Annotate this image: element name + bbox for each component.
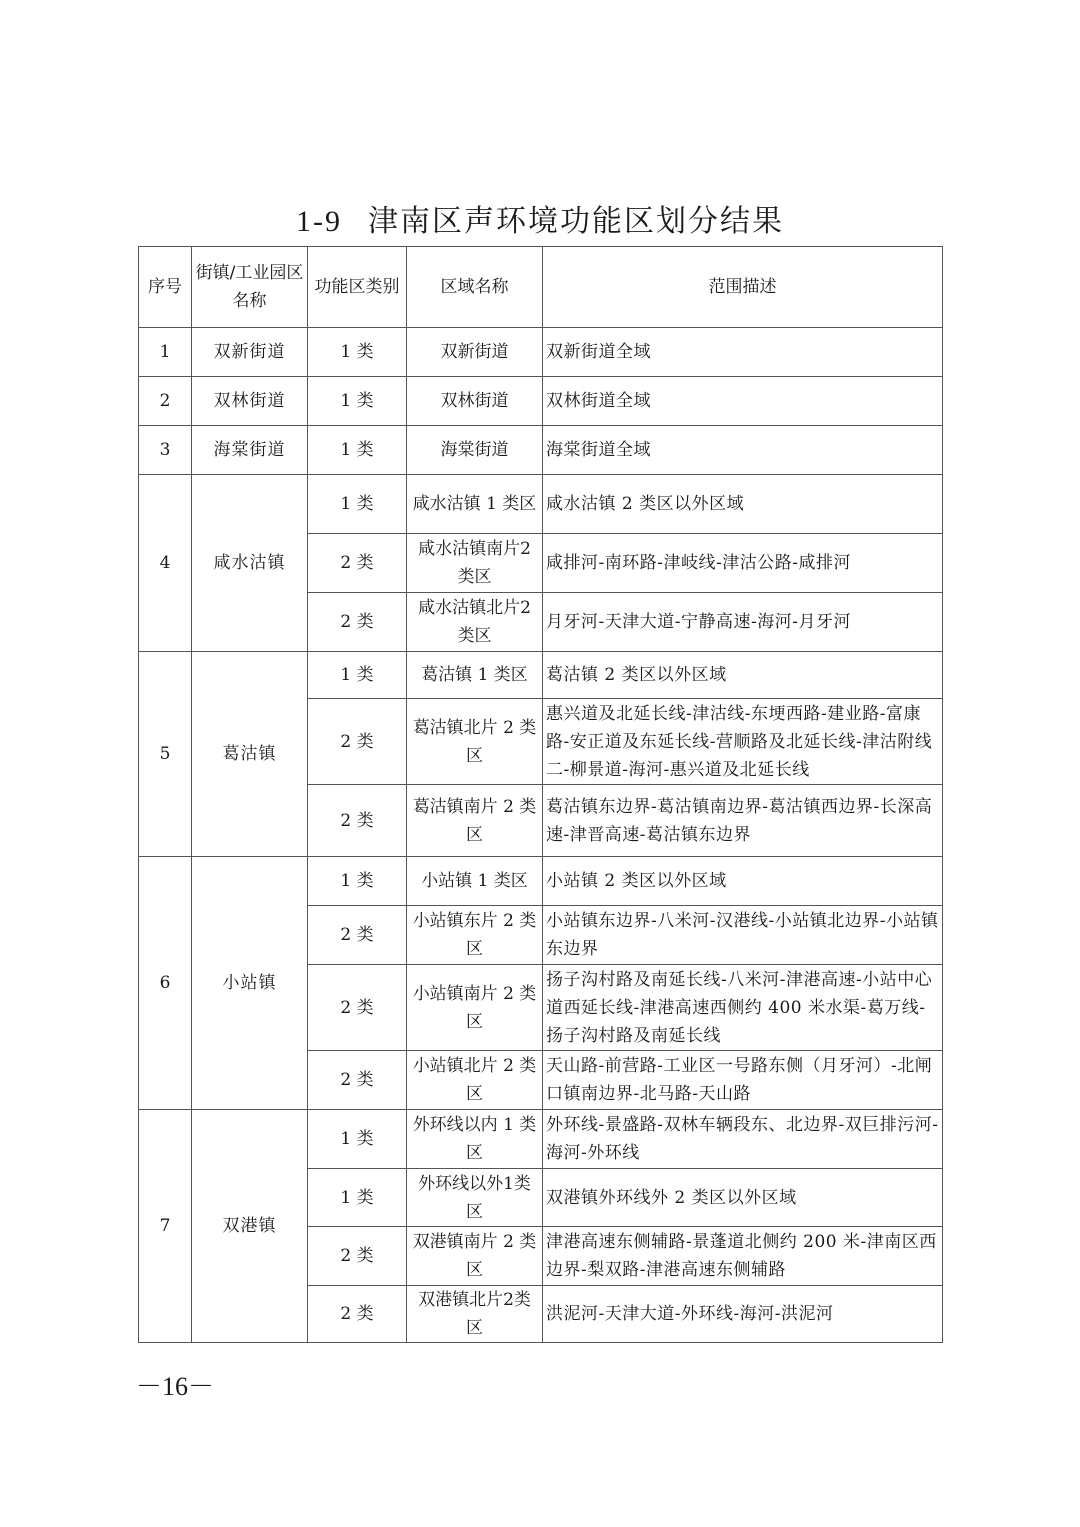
row-area: 双新街道 — [407, 328, 543, 377]
row-town: 葛沽镇 — [192, 652, 308, 857]
row-scope: 外环线-景盛路-双林车辆段东、北边界-双巨排污河-海河-外环线 — [543, 1110, 943, 1169]
row-scope: 小站镇东边界-八米河-汉港线-小站镇北边界-小站镇东边界 — [543, 906, 943, 965]
row-scope: 惠兴道及北延长线-津沽线-东埂西路-建业路-富康路-安正道及东延长线-营顺路及北延长线-津沽附线二-柳景道-海河-惠兴道及北延长线 — [543, 699, 943, 785]
header-town: 街镇/工业园区名称 — [192, 247, 308, 328]
row-area: 双林街道 — [407, 377, 543, 426]
header-scope: 范围描述 — [543, 247, 943, 328]
row-index: 5 — [139, 652, 192, 857]
row-area: 葛沽镇南片 2 类区 — [407, 785, 543, 857]
row-scope: 洪泥河-天津大道-外环线-海河-洪泥河 — [543, 1286, 943, 1343]
row-scope: 天山路-前营路-工业区一号路东侧（月牙河）-北闸口镇南边界-北马路-天山路 — [543, 1051, 943, 1110]
row-category: 1 类 — [308, 1169, 407, 1227]
row-category: 1 类 — [308, 475, 407, 534]
page-number: －16－ — [136, 1372, 215, 1401]
row-area: 咸水沽镇南片2类区 — [407, 534, 543, 593]
row-category: 2 类 — [308, 1227, 407, 1286]
row-town: 双港镇 — [192, 1110, 308, 1343]
row-town: 双新街道 — [192, 328, 308, 377]
row-category: 2 类 — [308, 785, 407, 857]
row-category: 1 类 — [308, 377, 407, 426]
row-area: 外环线以外1类区 — [407, 1169, 543, 1227]
header-area: 区域名称 — [407, 247, 543, 328]
row-town: 咸水沽镇 — [192, 475, 308, 652]
row-index: 1 — [139, 328, 192, 377]
row-category: 2 类 — [308, 906, 407, 965]
row-index: 6 — [139, 857, 192, 1110]
header-index: 序号 — [139, 247, 192, 328]
row-category: 2 类 — [308, 965, 407, 1051]
row-category: 2 类 — [308, 534, 407, 593]
row-scope: 海棠街道全域 — [543, 426, 943, 475]
row-category: 2 类 — [308, 1051, 407, 1110]
table-body — [139, 328, 943, 1343]
row-category: 1 类 — [308, 1110, 407, 1169]
row-category: 1 类 — [308, 857, 407, 906]
row-area: 海棠街道 — [407, 426, 543, 475]
row-scope: 咸排河-南环路-津岐线-津沽公路-咸排河 — [543, 534, 943, 593]
row-area: 葛沽镇 1 类区 — [407, 652, 543, 699]
table-row — [139, 328, 943, 377]
row-scope: 双林街道全域 — [543, 377, 943, 426]
table-row — [139, 652, 943, 699]
table-row — [139, 1110, 943, 1169]
table-row — [139, 475, 943, 534]
row-scope: 小站镇 2 类区以外区域 — [543, 857, 943, 906]
row-scope: 双新街道全域 — [543, 328, 943, 377]
row-category: 1 类 — [308, 426, 407, 475]
table-row — [139, 377, 943, 426]
row-scope: 葛沽镇 2 类区以外区域 — [543, 652, 943, 699]
row-scope: 葛沽镇东边界-葛沽镇南边界-葛沽镇西边界-长深高速-津晋高速-葛沽镇东边界 — [543, 785, 943, 857]
row-scope: 月牙河-天津大道-宁静高速-海河-月牙河 — [543, 593, 943, 652]
table-row — [139, 857, 943, 906]
title-text: 津南区声环境功能区划分结果 — [368, 204, 784, 239]
zone-table — [138, 246, 943, 1343]
row-index: 3 — [139, 426, 192, 475]
row-index: 7 — [139, 1110, 192, 1343]
table-row — [139, 426, 943, 475]
row-category: 2 类 — [308, 593, 407, 652]
row-town: 小站镇 — [192, 857, 308, 1110]
row-index: 2 — [139, 377, 192, 426]
row-area: 小站镇 1 类区 — [407, 857, 543, 906]
row-category: 1 类 — [308, 652, 407, 699]
title-number: 1-9 — [296, 205, 342, 238]
page-title — [0, 196, 1080, 240]
row-scope: 咸水沽镇 2 类区以外区域 — [543, 475, 943, 534]
row-area: 双港镇南片 2 类区 — [407, 1227, 543, 1286]
row-area: 外环线以内 1 类区 — [407, 1110, 543, 1169]
row-category: 2 类 — [308, 699, 407, 785]
row-town: 双林街道 — [192, 377, 308, 426]
row-category: 1 类 — [308, 328, 407, 377]
row-scope: 扬子沟村路及南延长线-八米河-津港高速-小站中心道西延长线-津港高速西侧约 400 米水渠-葛万线-扬子沟村路及南延长线 — [543, 965, 943, 1051]
row-scope: 双港镇外环线外 2 类区以外区域 — [543, 1169, 943, 1227]
row-index: 4 — [139, 475, 192, 652]
row-scope: 津港高速东侧辅路-景蓬道北侧约 200 米-津南区西边界-梨双路-津港高速东侧辅路 — [543, 1227, 943, 1286]
row-area: 咸水沽镇北片2类区 — [407, 593, 543, 652]
header-category: 功能区类别 — [308, 247, 407, 328]
row-area: 双港镇北片2类区 — [407, 1286, 543, 1343]
header-row — [139, 247, 943, 328]
row-town: 海棠街道 — [192, 426, 308, 475]
row-category: 2 类 — [308, 1286, 407, 1343]
row-area: 小站镇北片 2 类区 — [407, 1051, 543, 1110]
row-area: 小站镇南片 2 类区 — [407, 965, 543, 1051]
row-area: 葛沽镇北片 2 类区 — [407, 699, 543, 785]
row-area: 咸水沽镇 1 类区 — [407, 475, 543, 534]
row-area: 小站镇东片 2 类区 — [407, 906, 543, 965]
